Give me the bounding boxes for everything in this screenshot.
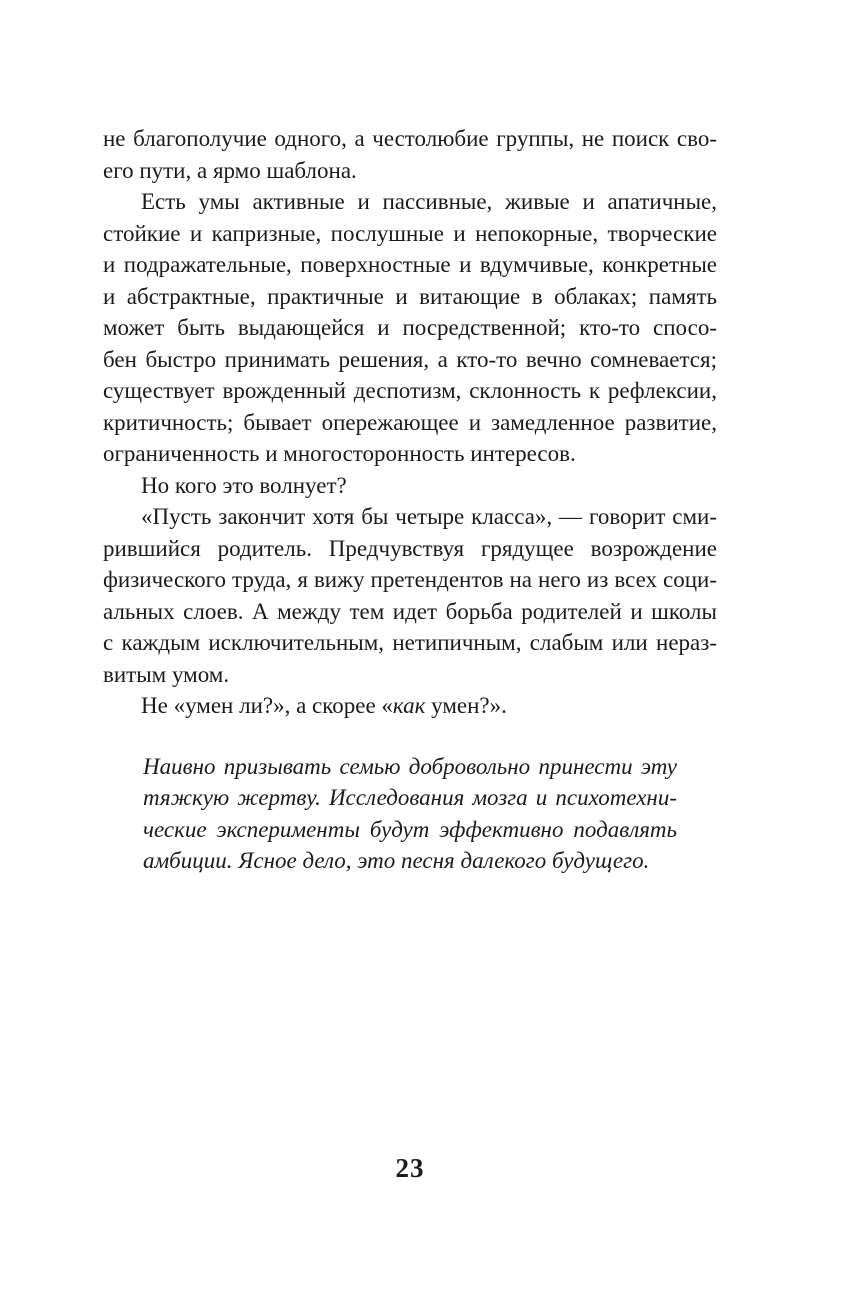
text-block [103,123,717,877]
text-line: стойкие и капризные, послушные и непокорные, творческие [103,220,717,246]
paragraph [103,470,717,502]
quote-line: ческие эксперименты будут эффективно подавлять [143,816,677,842]
text-line: альных слоев. А между тем идет борьба родителей и школы [103,598,717,624]
quote-line: тяжкую жертву. Исследования мозга и психотехни- [143,785,677,810]
text-line: Но кого это волнует? [141,472,347,498]
paragraph [103,123,717,186]
text-line: ограниченность и многосторонность интересов. [103,441,576,466]
text-line: бен быстро принимать решения, а кто-то вечно сомневается; [103,346,717,372]
text-line: и абстрактные, практичные и витающие в облаках; память [103,283,717,309]
text-line: и подражательные, поверхностные и вдумчивые, конкретные [103,252,717,277]
emphasized-word: как [392,693,426,718]
text-line: его пути, а ярмо шаблона. [103,157,357,183]
text-line: критичность; бывает опережающее и замедленное развитие, [103,409,717,435]
paragraph [103,186,717,470]
text-line: Есть умы активные и пассивные, живые и апатичные, [141,189,717,214]
text-line: витым умом. [103,661,230,687]
quote-line: Наивно призывать семью добровольно принести эту [143,753,677,779]
text-line: может быть выдающейся и посредственной; кто-то спосо- [103,315,717,340]
text-line [103,690,717,722]
text-segment: Не «умен ли?», а скорее « [141,693,393,718]
text-line: существует врожденный деспотизм, склонность к рефлексии, [103,378,717,403]
text-line: не благополучие одного, а честолюбие группы, не поиск сво- [103,126,717,151]
quote-block [143,751,677,877]
text-line: с каждым исключительным, нетипичным, слабым или нераз- [103,630,717,655]
text-line: рившийся родитель. Предчувствуя грядущее возрождение [103,535,717,561]
quote-line: амбиции. Ясное дело, это песня далекого будущего. [143,848,650,873]
page-number: 23 [395,1153,425,1183]
text-segment: умен?». [425,693,507,718]
text-line: «Пусть закончит хотя бы четыре класса», — говорит сми- [141,504,717,529]
paragraph [103,501,717,690]
text-line: физического труда, я вижу претендентов на него из всех соци- [103,567,717,592]
paragraph [103,690,717,722]
